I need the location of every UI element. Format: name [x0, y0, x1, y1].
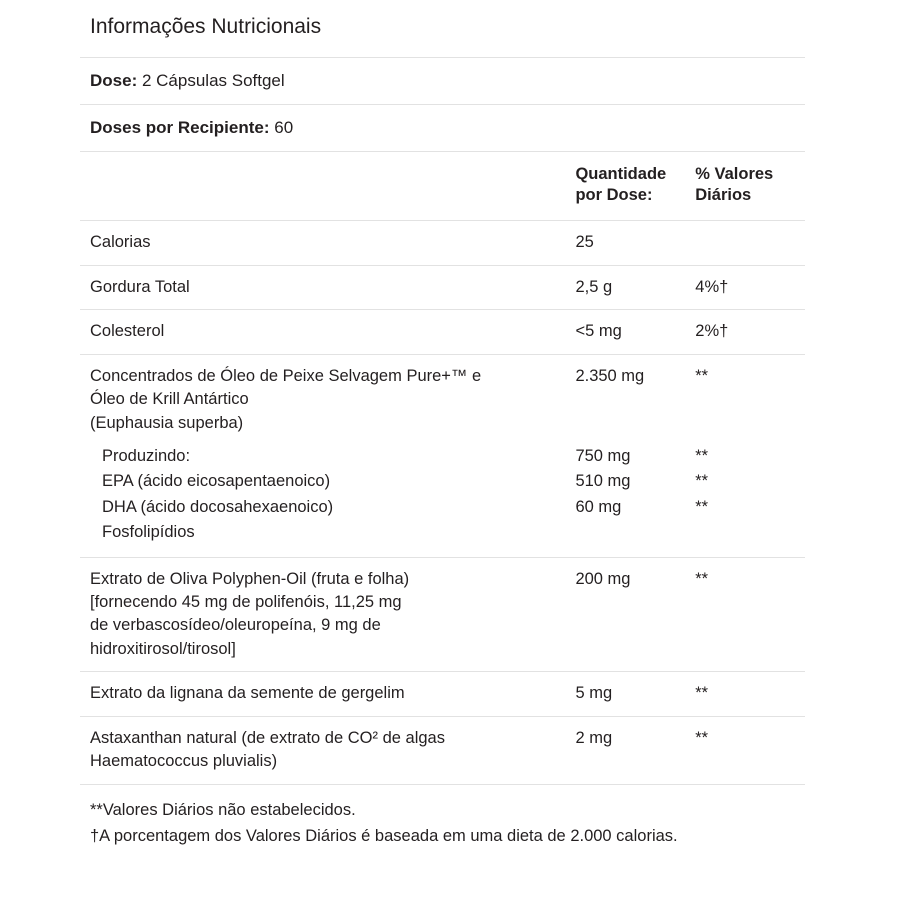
nutrient-name-line2: [fornecendo 45 mg de polifenóis, 11,25 mg: [90, 593, 402, 612]
nutrient-amount: 200 mg: [575, 557, 695, 672]
servings-per-container-value: 60: [274, 118, 294, 138]
nutrient-daily-value: **: [695, 672, 805, 716]
nutrient-amount: 750 mg: [575, 446, 631, 465]
nutrient-amount: 60 mg: [575, 497, 622, 516]
nutrient-amount: 2,5 g: [575, 265, 695, 309]
nutrient-amount: 2 mg: [575, 716, 695, 784]
table-row: [80, 265, 805, 309]
nutrient-name: Fosfolipídios: [80, 521, 575, 557]
nutrient-name: EPA (ácido eicosapentaenoico): [102, 472, 331, 491]
nutrient-daily-value: 4%†: [695, 265, 805, 309]
column-header-name: [80, 152, 575, 221]
nutrient-name: Produzindo:: [102, 446, 191, 465]
serving-size-label: Dose:: [90, 71, 138, 91]
nutrient-name-line3: de verbascosídeo/oleuropeína, 9 mg de: [90, 616, 381, 635]
nutrient-amount: 2.350 mg: [575, 366, 645, 385]
nutrient-name: Gordura Total: [80, 265, 575, 309]
column-header-amount: Quantidade por Dose:: [575, 152, 695, 221]
nutrient-daily-value: **: [695, 446, 709, 465]
nutrient-daily-value: [695, 521, 805, 557]
nutrient-name: Extrato da lignana da semente de gergelim: [80, 672, 575, 716]
nutrient-amount: <5 mg: [575, 310, 695, 354]
nutrient-daily-value: **: [695, 366, 709, 385]
nutrient-name-line2: Haematococcus pluvialis): [90, 752, 278, 771]
footnote-daily-value-not-established: **Valores Diários não estabelecidos.: [90, 800, 356, 819]
footnotes: [80, 785, 805, 850]
nutrient-name: [80, 716, 575, 784]
panel-title: Informações Nutricionais: [80, 0, 805, 58]
table-subrow: [80, 470, 805, 495]
nutrient-table: [80, 152, 805, 784]
nutrient-amount: 5 mg: [575, 672, 695, 716]
table-row: [80, 221, 805, 265]
nutrient-daily-value: **: [695, 497, 709, 516]
nutrient-daily-value: **: [695, 716, 805, 784]
column-header-daily-value: % Valores Diários: [695, 152, 805, 221]
table-subrow: [80, 445, 805, 470]
table-subrow: [80, 496, 805, 521]
nutrient-daily-value: **: [695, 557, 805, 672]
serving-size-row: [80, 58, 805, 105]
nutrient-daily-value: 2%†: [695, 310, 805, 354]
servings-per-container-label: Doses por Recipiente:: [90, 118, 270, 138]
nutrient-name-line2: Óleo de Krill Antártico: [90, 390, 249, 409]
table-row: [80, 716, 805, 784]
table-row: [80, 354, 805, 445]
nutrient-name-line1: Extrato de Oliva Polyphen-Oil (fruta e folha): [90, 569, 410, 588]
footnote-calorie-basis: †A porcentagem dos Valores Diários é baseada em uma dieta de 2.000 calorias.: [90, 827, 678, 846]
nutrient-name: DHA (ácido docosahexaenoico): [102, 497, 334, 516]
servings-per-container-row: [80, 105, 805, 152]
nutrient-name: [80, 354, 575, 445]
nutrient-name: [80, 557, 575, 672]
nutrient-name-line4: hidroxitirosol/tirosol]: [90, 639, 236, 658]
table-row: [80, 310, 805, 354]
nutrient-daily-value: [695, 221, 805, 265]
nutrient-name-line3: (Euphausia superba): [90, 413, 244, 432]
table-header-row: [80, 152, 805, 221]
table-row: [80, 672, 805, 716]
nutrient-name: Colesterol: [80, 310, 575, 354]
nutrient-amount: [575, 521, 695, 557]
nutrient-daily-value: **: [695, 472, 709, 491]
nutrient-amount: 510 mg: [575, 472, 631, 491]
table-subrow: [80, 521, 805, 557]
nutrient-name-line1: Astaxanthan natural (de extrato de CO² de algas: [90, 728, 445, 747]
nutrient-name: Calorias: [80, 221, 575, 265]
nutrient-name-line1: Concentrados de Óleo de Peixe Selvagem Pure+™ e: [90, 366, 482, 385]
table-row: [80, 557, 805, 672]
nutrient-amount: 25: [575, 221, 695, 265]
serving-size-value: 2 Cápsulas Softgel: [141, 71, 285, 91]
